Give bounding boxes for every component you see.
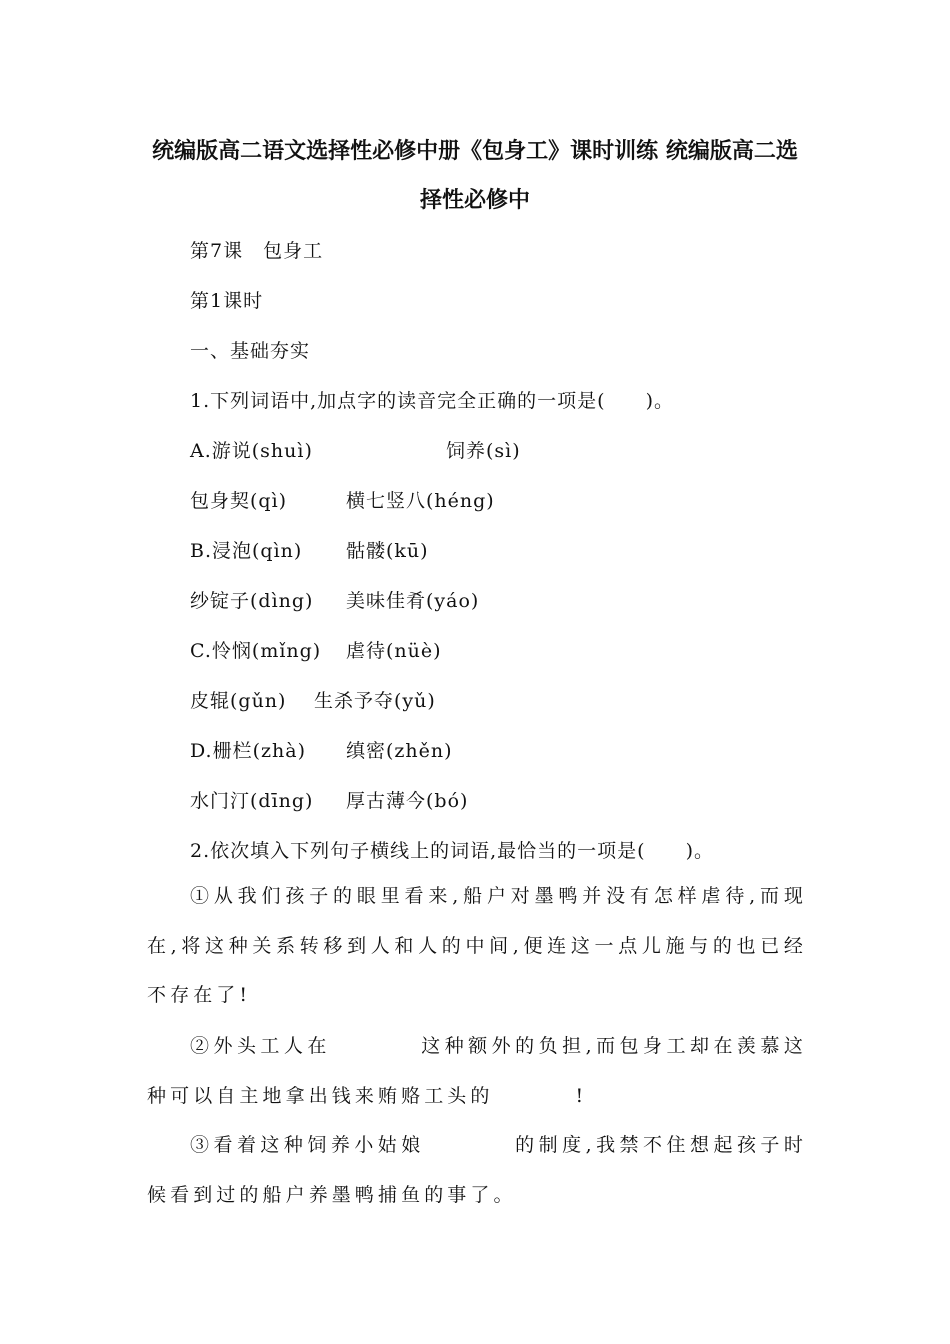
- sentence-2-part-2: 这种额外的负担,而包身工却在羡慕这种可以自主地拿出钱来贿赂工头的: [147, 1035, 807, 1107]
- page-title-continued: 择性必修中: [419, 188, 530, 213]
- option-c-word-4: 生杀予夺(yǔ): [314, 690, 436, 712]
- option-a-word-1: A.游说(shuì): [190, 440, 313, 462]
- option-a-word-3: 包身契(qì): [190, 490, 288, 512]
- sentence-2-part-1: ②外头工人在: [190, 1035, 331, 1057]
- option-b-word-3: 纱锭子(dìng): [190, 590, 314, 612]
- sentence-3: [147, 1121, 807, 1220]
- option-a-word-2: 饲养(sì): [446, 440, 521, 462]
- sentence-3-part-2: 的制度,我禁不住想起孩子时候看到过的船户养墨鸭捕鱼的事了。: [147, 1134, 807, 1206]
- sentence-1: ①从我们孩子的眼里看来,船户对墨鸭并没有怎样虐待,而现在,将这种关系转移到人和人的中间,便连这一点儿施与的也已经不存在了!: [147, 885, 807, 1006]
- question-2-stem: 2.依次填入下列句子横线上的词语,最恰当的一项是( )。: [190, 840, 714, 862]
- sentence-2-part-3: !: [575, 1084, 588, 1107]
- option-b-word-2: 骷髅(kū): [346, 540, 429, 562]
- option-c-word-3: 皮辊(gǔn): [190, 690, 287, 712]
- option-b-word-1: B.浸泡(qìn): [190, 540, 303, 562]
- option-d-word-2: 缜密(zhěn): [346, 740, 453, 762]
- option-d-word-4: 厚古薄今(bó): [346, 790, 469, 812]
- sentence-2: [147, 1022, 807, 1121]
- option-c-word-1: C.怜悯(mǐng): [190, 640, 322, 662]
- sentence-3-part-1: ③看着这种饲养小姑娘: [190, 1134, 425, 1156]
- option-c-word-2: 虐待(nüè): [346, 640, 442, 662]
- option-d-word-1: D.栅栏(zhà): [190, 740, 306, 762]
- lesson-heading: 第7课 包身工: [190, 240, 324, 262]
- option-b-word-4: 美味佳肴(yáo): [346, 590, 480, 612]
- option-a-word-4: 横七竖八(héng): [346, 490, 495, 512]
- question-1-stem: 1.下列词语中,加点字的读音完全正确的一项是( )。: [190, 390, 674, 412]
- period-heading: 第1课时: [190, 290, 264, 312]
- section-heading: 一、基础夯实: [190, 340, 311, 362]
- option-d-word-3: 水门汀(dīng): [190, 790, 314, 812]
- page-title: 统编版高二语文选择性必修中册《包身工》课时训练 统编版高二选: [152, 139, 798, 164]
